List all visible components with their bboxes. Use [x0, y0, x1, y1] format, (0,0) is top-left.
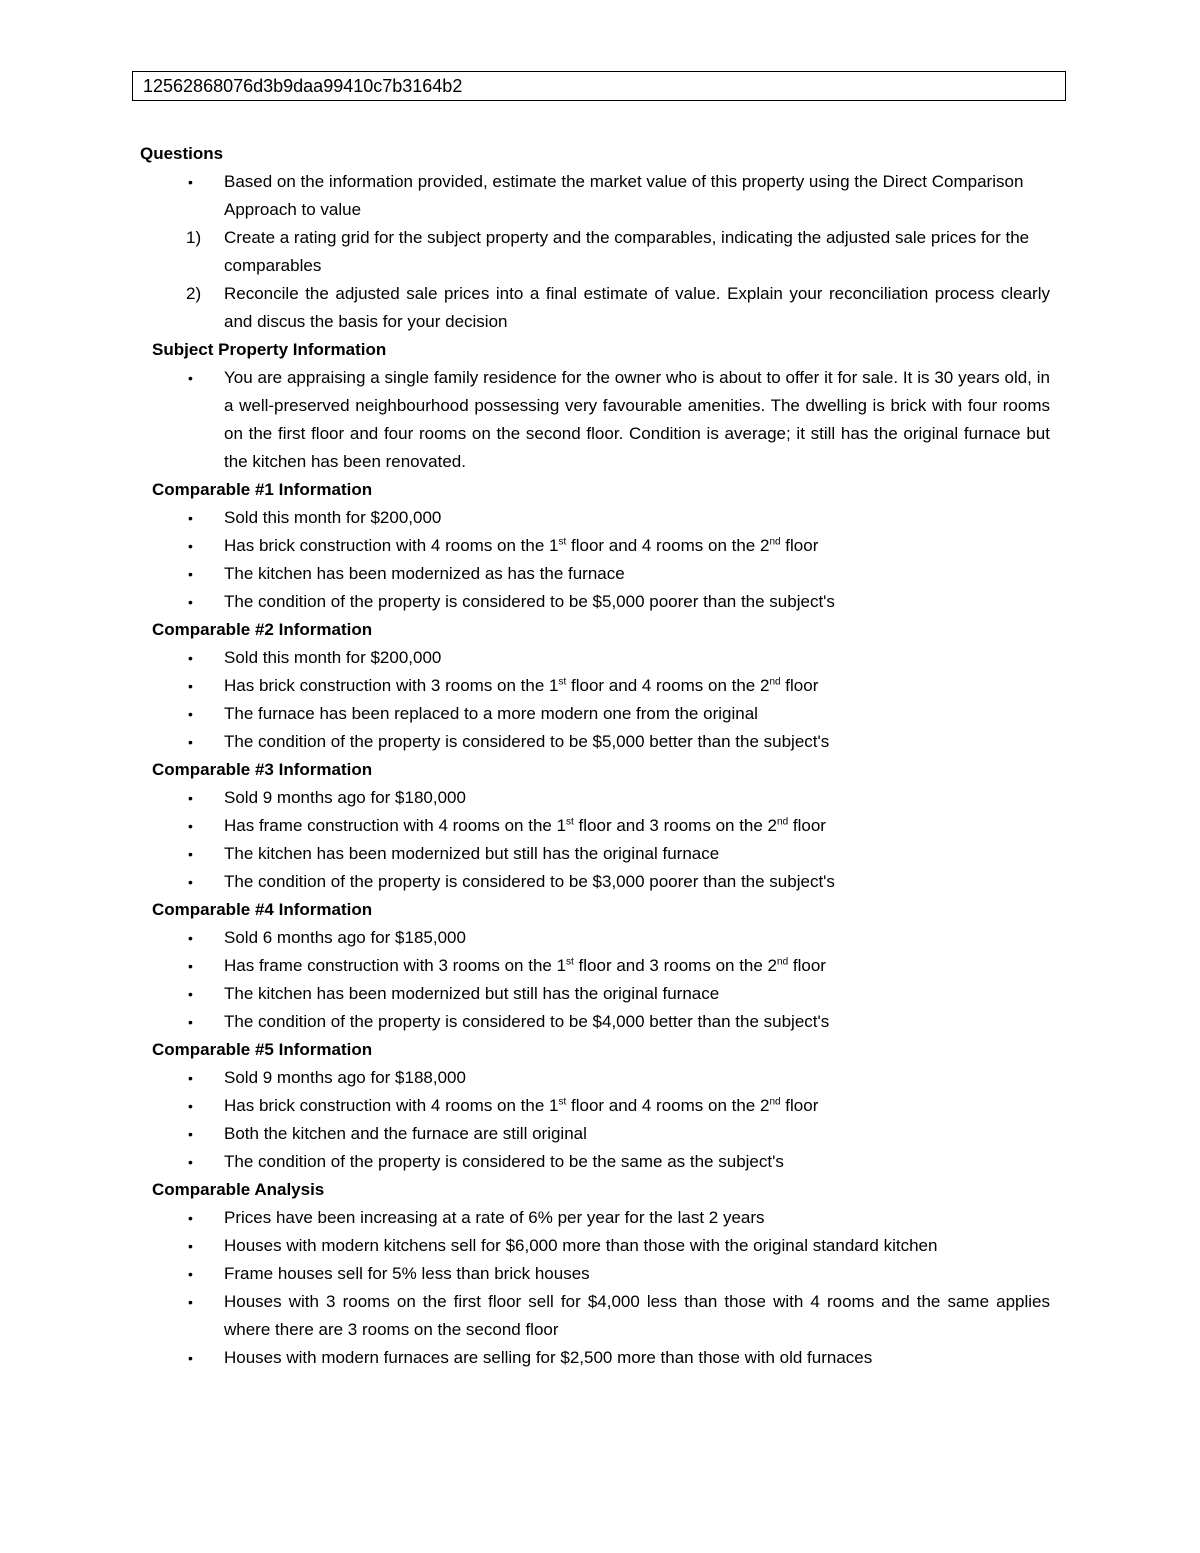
- comparable-condition-item: [140, 868, 1050, 896]
- analysis-text: Houses with modern kitchens sell for $6,000 more than those with the original standard kitchen: [224, 1236, 938, 1255]
- bullet-marker: •: [188, 538, 193, 554]
- bullet-marker: •: [188, 930, 193, 946]
- bullet-marker: •: [188, 1238, 193, 1254]
- ordinal-suffix: nd: [769, 536, 781, 548]
- comparable-condition-text: The condition of the property is considered to be the same as the subject's: [224, 1152, 784, 1171]
- analysis-text: Frame houses sell for 5% less than brick houses: [224, 1264, 590, 1283]
- comparable-condition-text: The condition of the property is considered to be $3,000 poorer than the subject's: [224, 872, 835, 891]
- ordinal-suffix: st: [566, 956, 574, 968]
- construction-text: floor: [788, 956, 826, 975]
- bullet-marker: •: [188, 958, 193, 974]
- analysis-item: [140, 1260, 1050, 1288]
- construction-text: Has brick construction with 4 rooms on the 1: [224, 1096, 559, 1115]
- comparable-condition-text: The condition of the property is considered to be $4,000 better than the subject's: [224, 1012, 830, 1031]
- subject-item: [140, 364, 1050, 476]
- construction-text: floor and 4 rooms on the 2: [566, 536, 770, 555]
- question-item: [140, 224, 1050, 280]
- analysis-item: [140, 1288, 1050, 1344]
- comparable-sold-item: [140, 504, 1050, 532]
- bullet-marker: •: [188, 846, 193, 862]
- comparable-sold-text: Sold this month for $200,000: [224, 508, 442, 527]
- bullet-marker: •: [188, 1294, 193, 1310]
- comparable-kitchen-item: [140, 700, 1050, 728]
- comparable-construction-item: [140, 672, 1050, 700]
- comparable-kitchen-text: The kitchen has been modernized but still has the original furnace: [224, 984, 720, 1003]
- bullet-marker: •: [188, 1350, 193, 1366]
- construction-text: floor and 3 rooms on the 2: [573, 816, 778, 835]
- ordinal-suffix: st: [558, 1096, 567, 1108]
- document-id-box: [132, 71, 1066, 101]
- bullet-marker: •: [188, 1126, 193, 1142]
- ordinal-suffix: st: [558, 676, 567, 688]
- number-marker: 2): [186, 284, 202, 303]
- comparable-sold-item: [140, 924, 1050, 952]
- bullet-marker: •: [188, 678, 193, 694]
- comparable-kitchen-text: The furnace has been replaced to a more modern one from the original: [224, 704, 758, 723]
- bullet-marker: •: [188, 566, 193, 582]
- ordinal-suffix: nd: [777, 956, 789, 968]
- comparable-sold-text: Sold this month for $200,000: [224, 648, 442, 667]
- bullet-marker: •: [188, 1210, 193, 1226]
- number-marker: 1): [186, 228, 202, 247]
- comparable-heading: Comparable #3 Information: [152, 760, 373, 779]
- bullet-marker: •: [188, 594, 193, 610]
- bullet-marker: •: [188, 818, 193, 834]
- bullet-marker: •: [188, 1070, 193, 1086]
- construction-text: floor and 4 rooms on the 2: [566, 676, 770, 695]
- construction-text: Has frame construction with 3 rooms on the 1: [224, 956, 567, 975]
- analysis-text: Houses with 3 rooms on the first floor sell for $4,000 less than those with 4 rooms and the same applies where there are 3 rooms on the second floor: [224, 1292, 1050, 1339]
- ordinal-suffix: nd: [769, 1096, 781, 1108]
- construction-text: floor: [780, 1096, 819, 1115]
- construction-text: floor: [780, 536, 819, 555]
- comparable-construction-item: [140, 812, 1050, 840]
- analysis-item: [140, 1232, 1050, 1260]
- comparable-heading: Comparable #2 Information: [152, 620, 373, 639]
- question-text: Reconcile the adjusted sale prices into a final estimate of value. Explain your reconciliation process clearly and discus the basis for your decision: [224, 284, 1050, 331]
- comparable-sold-item: [140, 1064, 1050, 1092]
- bullet-marker: •: [188, 650, 193, 666]
- comparable-kitchen-item: [140, 980, 1050, 1008]
- comparable-sold-text: Sold 9 months ago for $188,000: [224, 1068, 466, 1087]
- ordinal-suffix: st: [566, 816, 574, 828]
- comparable-condition-item: [140, 1008, 1050, 1036]
- comparable-condition-item: [140, 728, 1050, 756]
- comparable-sold-text: Sold 9 months ago for $180,000: [224, 788, 466, 807]
- comparable-kitchen-text: Both the kitchen and the furnace are still original: [224, 1124, 587, 1143]
- comparable-construction-item: [140, 952, 1050, 980]
- question-item: [140, 168, 1050, 224]
- comparables-section: [140, 476, 1050, 1176]
- analysis-text: Houses with modern furnaces are selling for $2,500 more than those with old furnaces: [224, 1348, 873, 1367]
- comparable-kitchen-text: The kitchen has been modernized as has the furnace: [224, 564, 625, 583]
- ordinal-suffix: st: [558, 536, 567, 548]
- construction-text: floor: [780, 676, 819, 695]
- analysis-item: [140, 1344, 1050, 1372]
- comparable-sold-item: [140, 784, 1050, 812]
- bullet-marker: •: [188, 874, 193, 890]
- comparable-heading: Comparable #4 Information: [152, 900, 373, 919]
- bullet-marker: •: [188, 1014, 193, 1030]
- construction-text: Has frame construction with 4 rooms on the 1: [224, 816, 567, 835]
- comparable-sold-text: Sold 6 months ago for $185,000: [224, 928, 466, 947]
- bullet-marker: •: [188, 1266, 193, 1282]
- document-body: [140, 140, 1050, 1372]
- analysis-text: Prices have been increasing at a rate of 6% per year for the last 2 years: [224, 1208, 765, 1227]
- comparable-kitchen-item: [140, 1120, 1050, 1148]
- document-id: 12562868076d3b9daa99410c7b3164b2: [143, 76, 463, 96]
- bullet-marker: •: [188, 370, 193, 386]
- comparable-construction-item: [140, 532, 1050, 560]
- construction-text: floor and 3 rooms on the 2: [573, 956, 778, 975]
- subject-heading: Subject Property Information: [152, 340, 387, 359]
- comparable-condition-item: [140, 588, 1050, 616]
- bullet-marker: •: [188, 1154, 193, 1170]
- bullet-marker: •: [188, 706, 193, 722]
- question-text: Create a rating grid for the subject property and the comparables, indicating the adjusted sale prices for the comparables: [224, 228, 1030, 275]
- question-text: Based on the information provided, estimate the market value of this property using the Direct Comparison Approach to value: [224, 172, 1024, 219]
- bullet-marker: •: [188, 174, 193, 190]
- comparable-sold-item: [140, 644, 1050, 672]
- question-item: [140, 280, 1050, 336]
- bullet-marker: •: [188, 510, 193, 526]
- subject-text: You are appraising a single family residence for the owner who is about to offer it for sale. It is 30 years old, in a well-preserved neighbourhood possessing very favourable amenities. The dwelling is brick with four rooms on the first floor and four rooms on the second floor. Condition is average; it still has the original furnace but the kitchen has been renovated.: [224, 368, 1050, 471]
- comparable-condition-text: The condition of the property is considered to be $5,000 better than the subject's: [224, 732, 830, 751]
- comparable-condition-text: The condition of the property is considered to be $5,000 poorer than the subject's: [224, 592, 835, 611]
- comparable-condition-item: [140, 1148, 1050, 1176]
- comparable-kitchen-item: [140, 560, 1050, 588]
- construction-text: floor: [788, 816, 826, 835]
- bullet-marker: •: [188, 986, 193, 1002]
- ordinal-suffix: nd: [769, 676, 781, 688]
- bullet-marker: •: [188, 790, 193, 806]
- bullet-marker: •: [188, 1098, 193, 1114]
- analysis-heading: Comparable Analysis: [152, 1180, 325, 1199]
- comparable-construction-item: [140, 1092, 1050, 1120]
- analysis-item: [140, 1204, 1050, 1232]
- analysis-list: [140, 1204, 1050, 1372]
- comparable-heading: Comparable #5 Information: [152, 1040, 373, 1059]
- construction-text: floor and 4 rooms on the 2: [566, 1096, 770, 1115]
- ordinal-suffix: nd: [777, 816, 789, 828]
- bullet-marker: •: [188, 734, 193, 750]
- comparable-kitchen-text: The kitchen has been modernized but still has the original furnace: [224, 844, 720, 863]
- construction-text: Has brick construction with 4 rooms on the 1: [224, 536, 559, 555]
- comparable-kitchen-item: [140, 840, 1050, 868]
- comparable-heading: Comparable #1 Information: [152, 480, 373, 499]
- questions-heading: Questions: [140, 144, 224, 163]
- construction-text: Has brick construction with 3 rooms on the 1: [224, 676, 559, 695]
